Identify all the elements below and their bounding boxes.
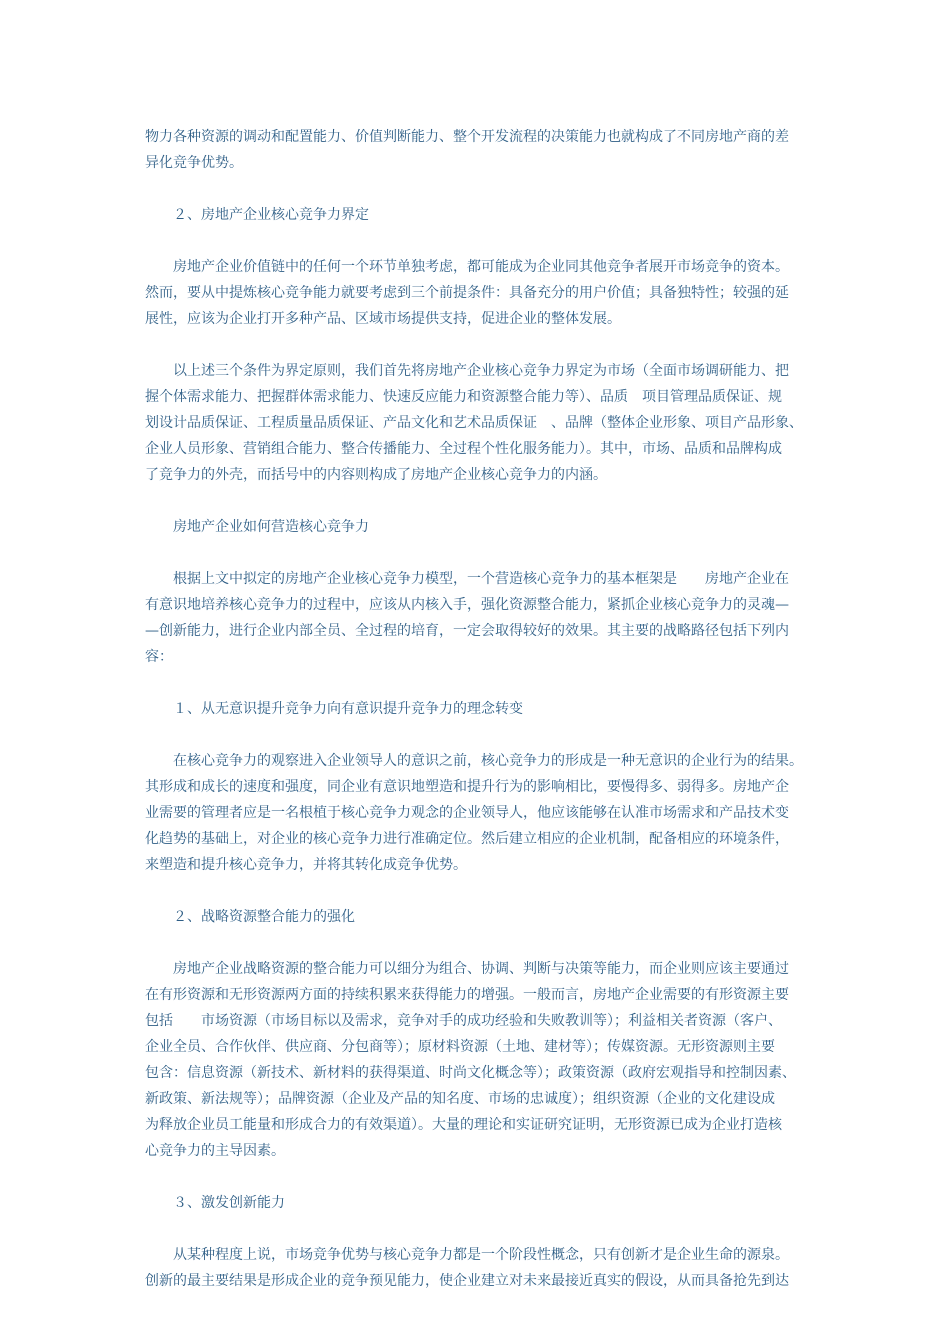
paragraph-value-chain	[145, 254, 815, 332]
text-line: 有意识地培养核心竞争力的过程中，应该从内核入手，强化资源整合能力，紧抓企业核心竞争力的灵魂—	[145, 597, 789, 613]
text-line: 包括 市场资源（市场目标以及需求，竞争对手的成功经验和失败教训等）；利益相关者资源（客户、	[145, 1013, 782, 1029]
text-line: 房地产企业战略资源的整合能力可以细分为组合、协调、判断与决策等能力，而企业则应该主要通过	[173, 961, 789, 977]
section-heading-resource-integration: ２、战略资源整合能力的强化	[173, 909, 355, 925]
text-line: 以上述三个条件为界定原则，我们首先将房地产企业核心竞争力界定为市场（全面市场调研能力、把	[173, 363, 789, 379]
text-line: 创新的最主要结果是形成企业的竞争预见能力，使企业建立对未来最接近真实的假设，从而具备抢先到达	[145, 1273, 789, 1289]
text-line: 房地产企业价值链中的任何一个环节单独考虑，都可能成为企业同其他竞争者展开市场竞争的资本。	[173, 259, 789, 275]
paragraph-definition-principles	[145, 358, 815, 488]
text-line: 从某种程度上说，市场竞争优势与核心竞争力都是一个阶段性概念，只有创新才是企业生命的源泉。	[173, 1247, 789, 1263]
text-line: 根据上文中拟定的房地产企业核心竞争力模型，一个营造核心竞争力的基本框架是 房地产企业在	[173, 571, 789, 587]
text-line: 企业全员、合作伙伴、供应商、分包商等）；原材料资源（土地、建材等）；传媒资源。无形资源则主要	[145, 1039, 775, 1055]
text-line: 容：	[145, 649, 173, 665]
text-line: 企业人员形象、营销组合能力、整合传播能力、全过程个性化服务能力）。其中，市场、品质和品牌构成	[145, 441, 782, 457]
section-heading-innovation: ３、激发创新能力	[173, 1195, 285, 1211]
text-line: 为释放企业员工能量和形成合力的有效渠道）。大量的理论和实证研究证明，无形资源已成为企业打造核	[145, 1117, 782, 1133]
text-line: 心竞争力的主导因素。	[145, 1143, 285, 1159]
text-line: —创新能力，进行企业内部全员、全过程的培育，一定会取得较好的效果。其主要的战略路径包括下列内	[145, 623, 789, 639]
text-line: 在有形资源和无形资源两方面的持续积累来获得能力的增强。一般而言，房地产企业需要的有形资源主要	[145, 987, 789, 1003]
text-line: 化趋势的基础上，对企业的核心竞争力进行准确定位。然后建立相应的企业机制，配备相应的环境条件，	[145, 831, 789, 847]
text-line: 了竞争力的外壳，而括号中的内容则构成了房地产企业核心竞争力的内涵。	[145, 467, 607, 483]
section-heading-definition: ２、房地产企业核心竞争力界定	[173, 207, 369, 223]
text-line: 新政策、新法规等）；品牌资源（企业及产品的知名度、市场的忠诚度）；组织资源（企业的文化建设成	[145, 1091, 775, 1107]
text-line: 异化竞争优势。	[145, 155, 243, 171]
paragraph-resource-integration	[145, 956, 815, 1164]
text-line: 业需要的管理者应是一名根植于核心竞争力观念的企业领导人，他应该能够在认准市场需求和产品技术变	[145, 805, 789, 821]
section-heading-building: 房地产企业如何营造核心竞争力	[173, 519, 369, 535]
paragraph-awareness	[145, 748, 815, 878]
text-line: 在核心竞争力的观察进入企业领导人的意识之前，核心竞争力的形成是一种无意识的企业行为的结果。	[173, 753, 803, 769]
text-line: 划设计品质保证、工程质量品质保证、产品文化和艺术品质保证 、品牌（整体企业形象、项目产品形象、	[145, 415, 803, 431]
paragraph-framework	[145, 566, 815, 670]
paragraph-resource-capability	[145, 124, 815, 176]
text-line: 然而，要从中提炼核心竞争能力就要考虑到三个前提条件：具备充分的用户价值；具备独特性；较强的延	[145, 285, 789, 301]
section-heading-awareness: １、从无意识提升竞争力向有意识提升竞争力的理念转变	[173, 701, 523, 717]
text-line: 包含：信息资源（新技术、新材料的获得渠道、时尚文化概念等）；政策资源（政府宏观指导和控制因素、	[145, 1065, 796, 1081]
document-body	[145, 124, 815, 1294]
text-line: 展性，应该为企业打开多种产品、区域市场提供支持，促进企业的整体发展。	[145, 311, 621, 327]
paragraph-innovation	[145, 1242, 815, 1294]
text-line: 物力各种资源的调动和配置能力、价值判断能力、整个开发流程的决策能力也就构成了不同房地产商的差	[145, 129, 789, 145]
text-line: 来塑造和提升核心竞争力，并将其转化成竞争优势。	[145, 857, 467, 873]
text-line: 其形成和成长的速度和强度，同企业有意识地塑造和提升行为的影响相比，要慢得多、弱得多。房地产企	[145, 779, 789, 795]
text-line: 握个体需求能力、把握群体需求能力、快速反应能力和资源整合能力等）、品质 项目管理品质保证、规	[145, 389, 782, 405]
